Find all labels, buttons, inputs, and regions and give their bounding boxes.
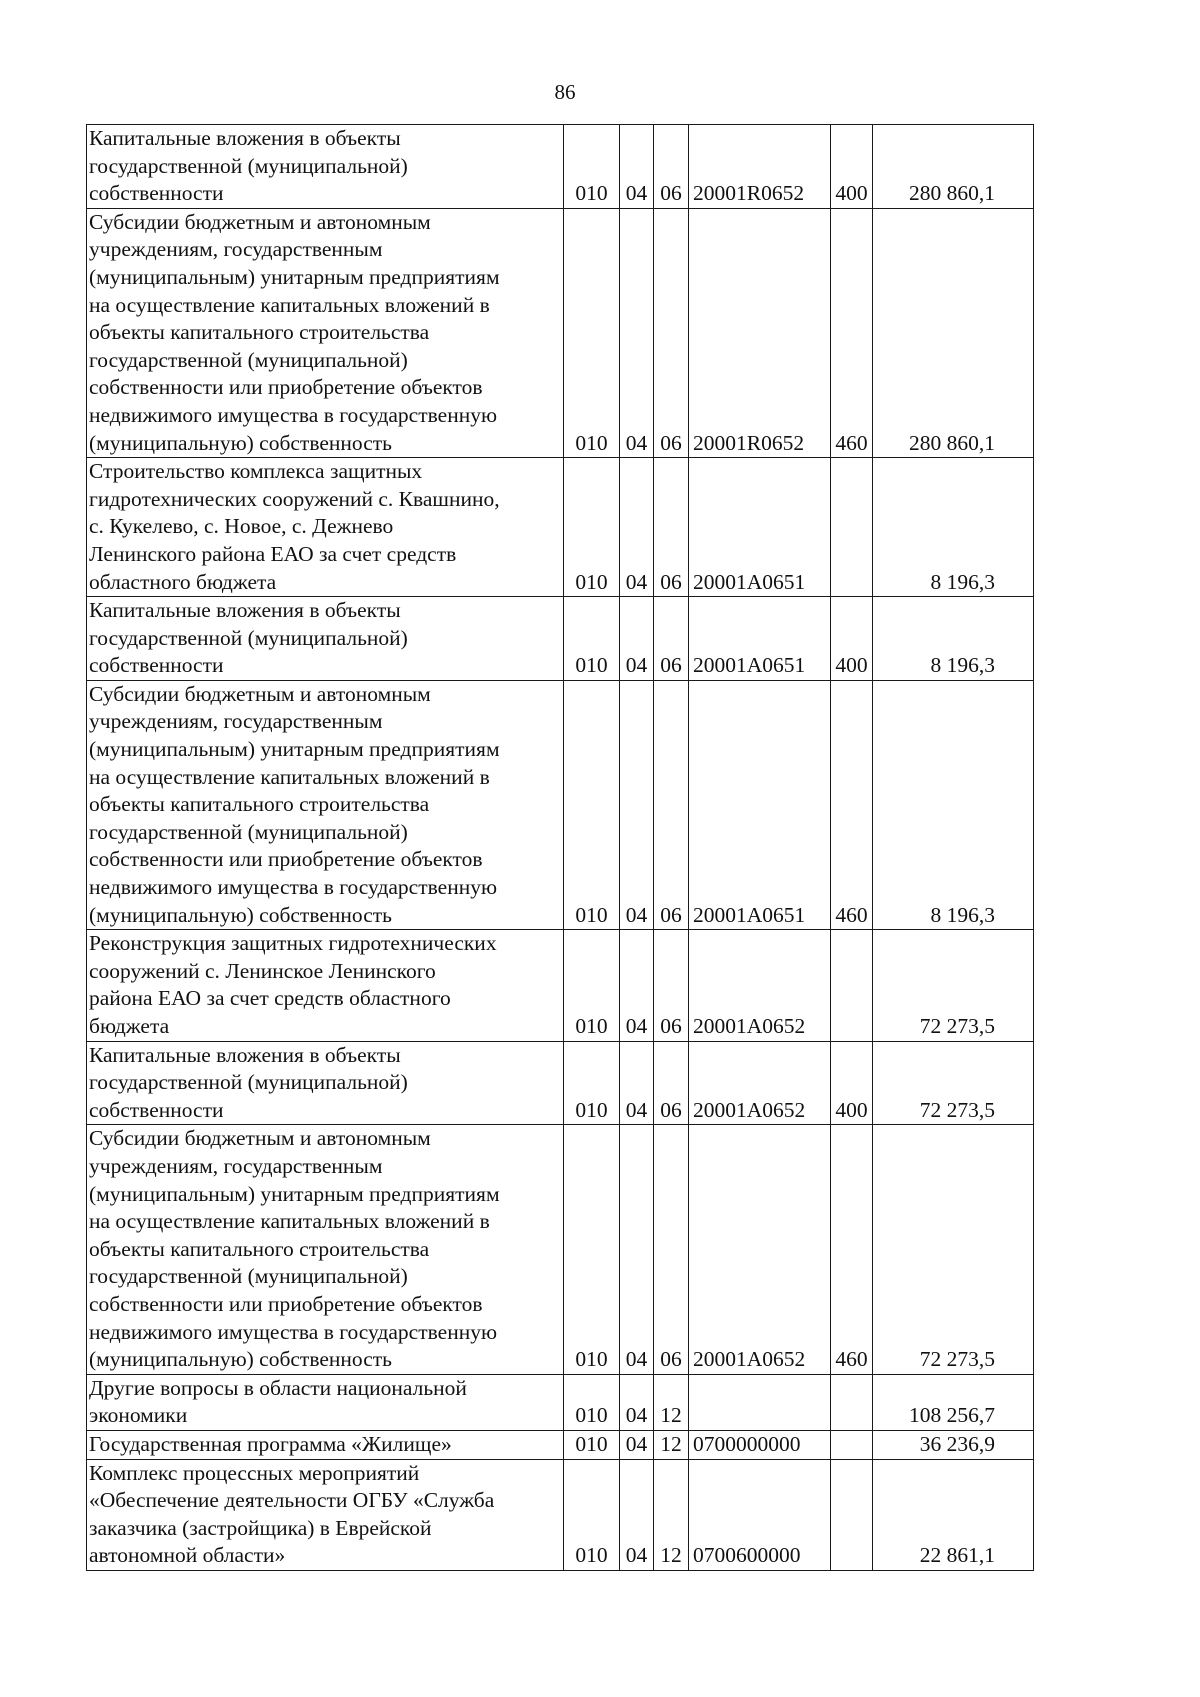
item-name-cell bbox=[87, 597, 564, 681]
amount-cell: 8 196,3 bbox=[873, 458, 1034, 597]
item-name-line: Капитальные вложения в объекты bbox=[89, 126, 401, 150]
expense-type-cell bbox=[831, 1459, 873, 1570]
section-code-cell: 04 bbox=[620, 1041, 654, 1125]
section-code-cell: 04 bbox=[620, 125, 654, 209]
ministry-code-cell: 010 bbox=[564, 125, 620, 209]
item-name-line: автономной области» bbox=[89, 1543, 286, 1568]
expense-type-cell: 400 bbox=[831, 1041, 873, 1125]
item-name-line: района ЕАО за счет средств областного bbox=[89, 986, 451, 1011]
subsection-code-cell: 06 bbox=[654, 208, 689, 457]
item-name-cell bbox=[87, 1125, 564, 1374]
item-name-line: собственности или приобретение объектов bbox=[89, 847, 483, 872]
table-row bbox=[87, 458, 1034, 597]
item-name-line: собственности bbox=[89, 181, 224, 206]
subsection-code-cell: 12 bbox=[654, 1430, 689, 1459]
expense-type-cell: 460 bbox=[831, 680, 873, 929]
table-row bbox=[87, 1430, 1034, 1459]
subsection-code-cell: 06 bbox=[654, 597, 689, 681]
ministry-code-cell: 010 bbox=[564, 597, 620, 681]
table-body bbox=[87, 125, 1034, 1571]
amount-cell: 280 860,1 bbox=[873, 125, 1034, 209]
item-name-line: Капитальные вложения в объекты bbox=[89, 598, 401, 623]
target-article-cell: 20001А0652 bbox=[689, 930, 831, 1041]
item-name-line: сооружений с. Ленинское Ленинского bbox=[89, 958, 436, 983]
table-row bbox=[87, 597, 1034, 681]
expense-type-cell: 400 bbox=[831, 597, 873, 681]
section-code-cell: 04 bbox=[620, 208, 654, 457]
subsection-code-cell: 06 bbox=[654, 1125, 689, 1374]
item-name-cell bbox=[87, 1430, 564, 1459]
amount-cell: 8 196,3 bbox=[873, 597, 1034, 681]
subsection-code-cell: 06 bbox=[654, 930, 689, 1041]
item-name-line: недвижимого имущества в государственную bbox=[89, 875, 498, 900]
expense-type-cell bbox=[831, 458, 873, 597]
ministry-code-cell: 010 bbox=[564, 1374, 620, 1430]
item-name-line: собственности bbox=[89, 1097, 224, 1122]
item-name-line: бюджета bbox=[89, 1014, 170, 1038]
table-row bbox=[87, 208, 1034, 457]
subsection-code-cell: 06 bbox=[654, 458, 689, 597]
item-name-line: государственной (муниципальной) bbox=[89, 347, 408, 372]
item-name-line: «Обеспечение деятельности ОГБУ «Служба bbox=[89, 1488, 495, 1513]
item-name-line: (муниципальную) собственность bbox=[89, 430, 392, 455]
item-name-line: Субсидии бюджетным и автономным bbox=[89, 681, 431, 706]
item-name-line: государственной (муниципальной) bbox=[89, 819, 408, 844]
section-code-cell: 04 bbox=[620, 680, 654, 929]
item-name-cell bbox=[87, 208, 564, 457]
section-code-cell: 04 bbox=[620, 597, 654, 681]
item-name-line: (муниципальную) собственность bbox=[89, 1347, 392, 1372]
item-name-line: недвижимого имущества в государственную bbox=[89, 1319, 498, 1344]
item-name-line: гидротехнических сооружений с. Квашнино, bbox=[89, 486, 500, 511]
expense-type-cell bbox=[831, 1374, 873, 1430]
ministry-code-cell: 010 bbox=[564, 1459, 620, 1570]
item-name-line: недвижимого имущества в государственную bbox=[89, 402, 498, 427]
expense-type-cell bbox=[831, 930, 873, 1041]
item-name-line: (муниципальным) унитарным предприятиям bbox=[89, 737, 500, 762]
target-article-cell: 20001А0652 bbox=[689, 1041, 831, 1125]
target-article-cell: 20001R0652 bbox=[689, 208, 831, 457]
item-name-line: Ленинского района ЕАО за счет средств bbox=[89, 541, 457, 566]
subsection-code-cell: 12 bbox=[654, 1374, 689, 1430]
item-name-line: Субсидии бюджетным и автономным bbox=[89, 209, 431, 234]
amount-cell: 8 196,3 bbox=[873, 680, 1034, 929]
amount-cell: 72 273,5 bbox=[873, 930, 1034, 1041]
table-row bbox=[87, 1125, 1034, 1374]
amount-cell: 72 273,5 bbox=[873, 1041, 1034, 1125]
table-row bbox=[87, 125, 1034, 209]
ministry-code-cell: 010 bbox=[564, 1125, 620, 1374]
item-name-cell bbox=[87, 125, 564, 209]
target-article-cell: 20001А0651 bbox=[689, 680, 831, 929]
amount-cell: 72 273,5 bbox=[873, 1125, 1034, 1374]
item-name-line: на осуществление капитальных вложений в bbox=[89, 292, 490, 317]
target-article-cell: 20001А0651 bbox=[689, 458, 831, 597]
amount-cell: 22 861,1 bbox=[873, 1459, 1034, 1570]
subsection-code-cell: 06 bbox=[654, 1041, 689, 1125]
ministry-code-cell: 010 bbox=[564, 1430, 620, 1459]
item-name-line: государственной (муниципальной) bbox=[89, 153, 408, 178]
table-row bbox=[87, 930, 1034, 1041]
target-article-cell: 20001А0652 bbox=[689, 1125, 831, 1374]
section-code-cell: 04 bbox=[620, 930, 654, 1041]
item-name-line: учреждениям, государственным bbox=[89, 1153, 383, 1178]
amount-cell: 36 236,9 bbox=[873, 1430, 1034, 1459]
ministry-code-cell: 010 bbox=[564, 930, 620, 1041]
target-article-cell: 0700000000 bbox=[689, 1430, 831, 1459]
item-name-cell bbox=[87, 1374, 564, 1430]
item-name-line: Комплекс процессных мероприятий bbox=[89, 1460, 420, 1485]
target-article-cell bbox=[689, 1374, 831, 1430]
table-row bbox=[87, 1041, 1034, 1125]
item-name-line: (муниципальным) унитарным предприятиям bbox=[89, 264, 500, 289]
item-name-line: областного бюджета bbox=[89, 569, 277, 594]
item-name-line: собственности или приобретение объектов bbox=[89, 1291, 483, 1316]
item-name-line: Строительство комплекса защитных bbox=[89, 459, 423, 484]
item-name-cell bbox=[87, 1041, 564, 1125]
item-name-line: (муниципальным) унитарным предприятиям bbox=[89, 1181, 500, 1206]
ministry-code-cell: 010 bbox=[564, 1041, 620, 1125]
item-name-line: на осуществление капитальных вложений в bbox=[89, 764, 490, 789]
item-name-line: на осуществление капитальных вложений в bbox=[89, 1209, 490, 1234]
budget-table bbox=[86, 124, 1034, 1571]
subsection-code-cell: 06 bbox=[654, 680, 689, 929]
item-name-line: заказчика (застройщика) в Еврейской bbox=[89, 1515, 432, 1540]
expense-type-cell: 460 bbox=[831, 1125, 873, 1374]
item-name-line: с. Кукелево, с. Новое, с. Дежнево bbox=[89, 514, 394, 539]
ministry-code-cell: 010 bbox=[564, 458, 620, 597]
item-name-line: объекты капитального строительства bbox=[89, 792, 430, 817]
item-name-line: Другие вопросы в области национальной bbox=[89, 1375, 467, 1400]
expense-type-cell bbox=[831, 1430, 873, 1459]
subsection-code-cell: 12 bbox=[654, 1459, 689, 1570]
item-name-line: (муниципальную) собственность bbox=[89, 902, 392, 927]
item-name-line: объекты капитального строительства bbox=[89, 320, 430, 345]
item-name-line: государственной (муниципальной) bbox=[89, 1264, 408, 1289]
item-name-line: Реконструкция защитных гидротехнических bbox=[89, 931, 497, 956]
item-name-line: государственной (муниципальной) bbox=[89, 1070, 408, 1095]
target-article-cell: 20001R0652 bbox=[689, 125, 831, 209]
item-name-line: собственности bbox=[89, 653, 224, 678]
amount-cell: 108 256,7 bbox=[873, 1374, 1034, 1430]
item-name-line: экономики bbox=[89, 1403, 188, 1428]
item-name-cell bbox=[87, 680, 564, 929]
target-article-cell: 0700600000 bbox=[689, 1459, 831, 1570]
section-code-cell: 04 bbox=[620, 1125, 654, 1374]
table-row bbox=[87, 680, 1034, 929]
subsection-code-cell: 06 bbox=[654, 125, 689, 209]
item-name-line: Капитальные вложения в объекты bbox=[89, 1042, 401, 1067]
item-name-line: Государственная программа «Жилище» bbox=[89, 1431, 452, 1456]
table-row bbox=[87, 1459, 1034, 1570]
page-number: 86 bbox=[554, 80, 576, 104]
item-name-cell bbox=[87, 458, 564, 597]
target-article-cell: 20001А0651 bbox=[689, 597, 831, 681]
item-name-cell bbox=[87, 1459, 564, 1570]
item-name-line: объекты капитального строительства bbox=[89, 1236, 430, 1261]
section-code-cell: 04 bbox=[620, 1430, 654, 1459]
section-code-cell: 04 bbox=[620, 1459, 654, 1570]
section-code-cell: 04 bbox=[620, 458, 654, 597]
ministry-code-cell: 010 bbox=[564, 208, 620, 457]
table-row bbox=[87, 1374, 1034, 1430]
section-code-cell: 04 bbox=[620, 1374, 654, 1430]
amount-cell: 280 860,1 bbox=[873, 208, 1034, 457]
item-name-line: учреждениям, государственным bbox=[89, 709, 383, 734]
item-name-line: Субсидии бюджетным и автономным bbox=[89, 1126, 431, 1151]
item-name-line: учреждениям, государственным bbox=[89, 237, 383, 262]
item-name-line: собственности или приобретение объектов bbox=[89, 375, 483, 400]
expense-type-cell: 400 bbox=[831, 125, 873, 209]
ministry-code-cell: 010 bbox=[564, 680, 620, 929]
item-name-line: государственной (муниципальной) bbox=[89, 625, 408, 650]
item-name-cell bbox=[87, 930, 564, 1041]
expense-type-cell: 460 bbox=[831, 208, 873, 457]
